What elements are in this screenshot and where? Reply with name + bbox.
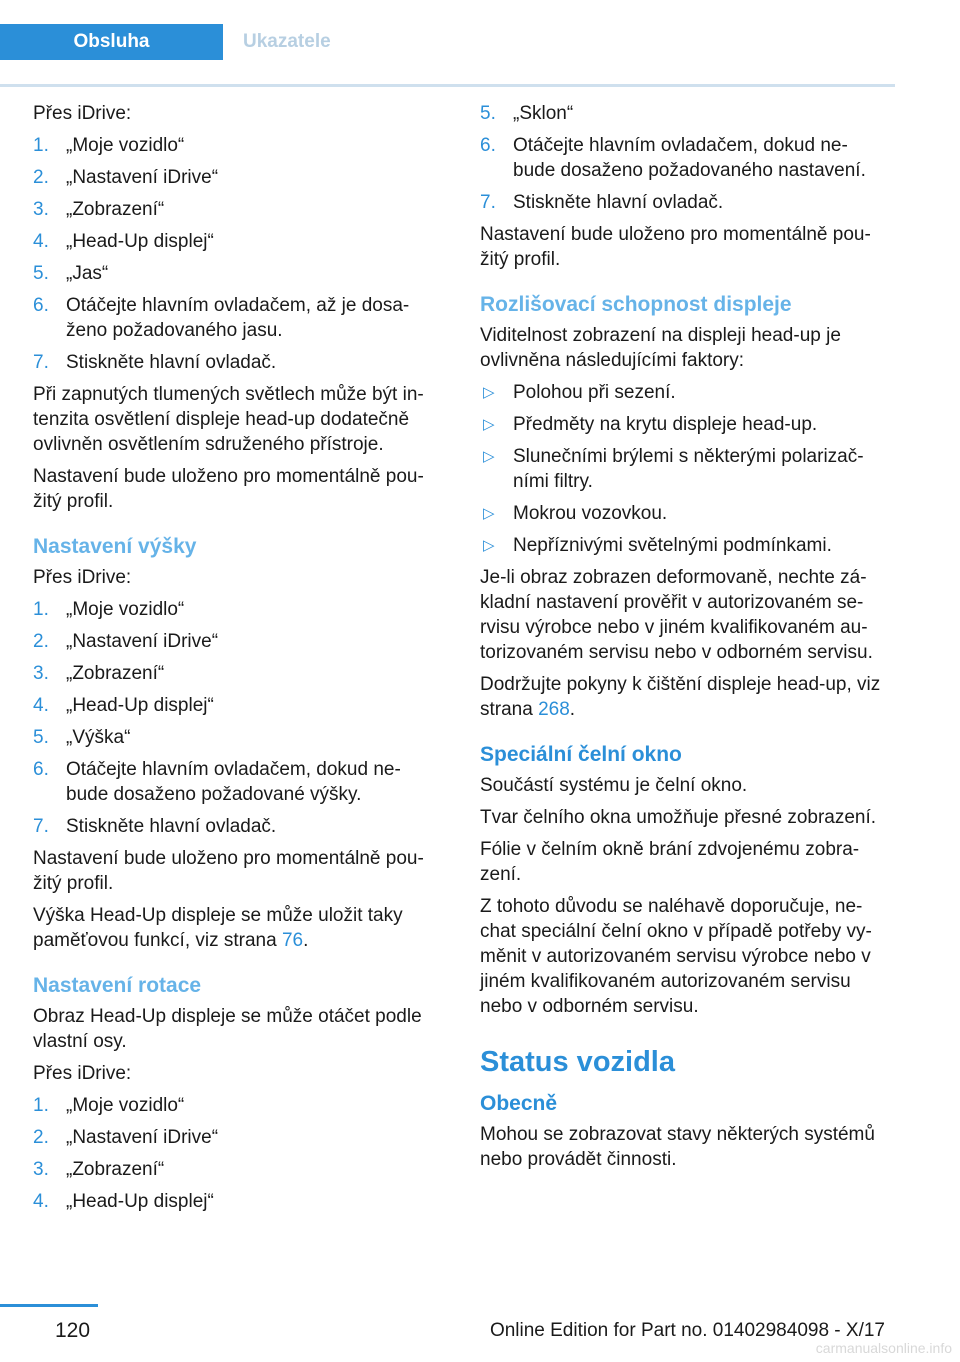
section-heading-resolution: Rozlišovací schopnost displeje	[480, 293, 792, 316]
section-heading-rotation: Nastavení rotace	[33, 974, 202, 997]
section-heading-windshield: Speciální čelní okno	[480, 743, 682, 766]
paragraph: Nastavení bude uloženo pro momentálně pou‐žitý profil.	[480, 224, 871, 270]
triangle-bullet-icon: ▷	[483, 416, 495, 433]
list-item: 2. „Nastavení iDrive“	[33, 631, 219, 652]
list-item: 1. „Moje vozidlo“	[33, 135, 185, 156]
paragraph: Mohou se zobrazovat stavy některých systémů nebo provádět činnosti.	[480, 1124, 875, 1170]
list-item: 1. „Moje vozidlo“	[33, 1095, 185, 1116]
steps-list-height	[33, 597, 443, 839]
list-item: 7. Stiskněte hlavní ovladač.	[480, 192, 724, 213]
edition-footer: Online Edition for Part no. 01402984098 - X/17	[489, 1320, 885, 1341]
triangle-bullet-icon: ▷	[483, 537, 495, 554]
list-item: 4. „Head-Up displej“	[33, 1191, 214, 1212]
paragraph: Je-li obraz zobrazen deformovaně, nechte zá‐kladní nastavení prověřit v autorizovaném se‐rvisu výrobce nebo v jiném kvalifikovaném au‐torizovaném servisu nebo v odborném servisu.	[480, 567, 873, 663]
triangle-bullet-icon: ▷	[483, 384, 495, 401]
paragraph: Z tohoto důvodu se naléhavě doporučuje, ne‐chat speciální čelní okno v případě potřeby vy‐měnit v autorizovaném servisu výrobce nebo v jiném kvalifikovaném autorizovaném servisu nebo v odborném servisu.	[480, 896, 872, 1017]
paragraph: Viditelnost zobrazení na displeji head-up je ovlivněna následujícími faktory:	[480, 325, 841, 371]
page-number: 120	[55, 1319, 91, 1342]
header-tabs	[0, 24, 895, 62]
tab-underline	[0, 84, 895, 87]
page-number-rule	[0, 1304, 98, 1307]
list-item: 4. „Head-Up displej“	[33, 695, 214, 716]
paragraph: Při zapnutých tlumených světlech může být in‐tenzita osvětlení displeje head-up dodatečně ovlivněn osvětlením sdruženého přístroje.	[33, 384, 424, 455]
paragraph: Tvar čelního okna umožňuje přesné zobrazení.	[480, 807, 877, 828]
right-column	[480, 101, 890, 1179]
list-item: 2. „Nastavení iDrive“	[33, 1127, 219, 1148]
section-heading-general: Obecně	[480, 1092, 558, 1115]
list-item: 5. „Sklon“	[480, 103, 574, 124]
paragraph: Fólie v čelním okně brání zdvojenému zobra‐zení.	[480, 839, 860, 885]
intro-text: Přes iDrive:	[33, 103, 132, 124]
list-item: 1. „Moje vozidlo“	[33, 599, 185, 620]
list-item: 3. „Zobrazení“	[33, 1159, 165, 1180]
paragraph: Dodržujte pokyny k čištění displeje head-up, viz strana 268.	[480, 674, 881, 720]
list-item: 6. Otáčejte hlavním ovladačem, dokud ne‐bude dosaženo požadovaného nastavení.	[480, 135, 866, 181]
chapter-heading-status: Status vozidla	[480, 1046, 675, 1078]
page-link-268[interactable]: 268	[538, 699, 570, 720]
triangle-bullet-icon: ▷	[483, 448, 495, 465]
list-item: 6. Otáčejte hlavním ovladačem, až je dosa‐ženo požadovaného jasu.	[33, 295, 410, 341]
list-item: ▷ Předměty na krytu displeje head-up.	[483, 414, 818, 435]
list-item: 6. Otáčejte hlavním ovladačem, dokud ne‐bude dosaženo požadované výšky.	[33, 759, 401, 805]
steps-list-brightness	[33, 133, 443, 375]
paragraph: Součástí systému je čelní okno.	[480, 775, 748, 796]
list-item: 3. „Zobrazení“	[33, 663, 165, 684]
triangle-bullet-icon: ▷	[483, 505, 495, 522]
paragraph: Výška Head-Up displeje se může uložit taky paměťovou funkcí, viz strana 76.	[33, 905, 403, 951]
factors-bullet-list	[480, 380, 890, 558]
tab-obsluha[interactable]: Obsluha	[0, 24, 223, 60]
list-item: 7. Stiskněte hlavní ovladač.	[33, 816, 277, 837]
list-item: 4. „Head-Up displej“	[33, 231, 214, 252]
list-item: ▷ Mokrou vozovkou.	[483, 503, 668, 524]
paragraph: Nastavení bude uloženo pro momentálně pou‐žitý profil.	[33, 466, 424, 512]
paragraph: Nastavení bude uloženo pro momentálně pou‐žitý profil.	[33, 848, 424, 894]
intro-text: Přes iDrive:	[33, 567, 132, 588]
list-item: 5. „Výška“	[33, 727, 131, 748]
list-item: 7. Stiskněte hlavní ovladač.	[33, 352, 277, 373]
list-item: 2. „Nastavení iDrive“	[33, 167, 219, 188]
left-column	[33, 101, 443, 1221]
tab-ukazatele[interactable]: Ukazatele	[223, 24, 895, 60]
paragraph: Obraz Head-Up displeje se může otáčet podle vlastní osy.	[33, 1006, 422, 1052]
intro-text: Přes iDrive:	[33, 1063, 132, 1084]
steps-list-rotation	[33, 1093, 443, 1214]
list-item: ▷ Polohou při sezení.	[483, 382, 676, 403]
watermark: carmanualsonline.info	[815, 1340, 952, 1356]
list-item: 5. „Jas“	[33, 263, 109, 284]
section-heading-height: Nastavení výšky	[33, 535, 197, 558]
steps-list-rotation-cont	[480, 101, 890, 215]
list-item: ▷ Nepříznivými světelnými podmínkami.	[483, 535, 832, 556]
page-link-76[interactable]: 76	[281, 930, 304, 951]
list-item: ▷ Slunečními brýlemi s některými polarizač‐ními filtry.	[483, 446, 864, 492]
list-item: 3. „Zobrazení“	[33, 199, 165, 220]
